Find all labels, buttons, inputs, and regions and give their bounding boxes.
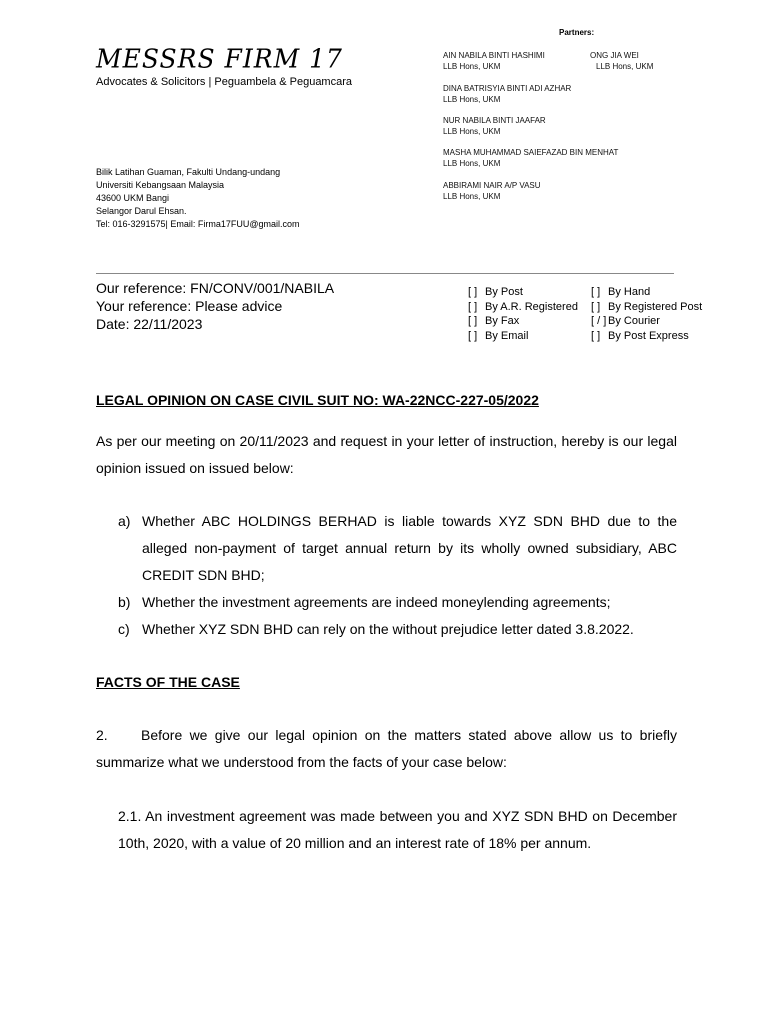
delivery-options-right [591,285,706,343]
delivery-option-post-express [591,329,706,344]
list-marker: c) [118,621,130,637]
partner-3 [443,83,571,105]
delivery-label: By Hand [608,286,651,298]
our-reference: Our reference: FN/CONV/001/NABILA [96,280,335,296]
partner-name: AIN NABILA BINTI HASHIMI [443,51,545,60]
intro-paragraph: As per our meeting on 20/11/2023 and request in your letter of instruction, hereby is our legal opinion issued on issued below: [96,433,677,476]
paragraph-2 [96,722,677,776]
list-item [118,589,677,616]
partner-2 [590,50,653,72]
letter-date: Date: 22/11/2023 [96,316,203,332]
delivery-option-fax [468,314,578,329]
partner-name: ABBIRAMI NAIR A/P VASU [443,181,541,190]
partner-qualification: LLB Hons, UKM [443,62,501,71]
delivery-options-left [468,285,578,343]
opinion-title: LEGAL OPINION ON CASE CIVIL SUIT NO: WA-22NCC-227-05/2022 [96,392,539,408]
delivery-option-post [468,285,578,300]
your-reference: Your reference: Please advice [96,298,283,314]
partner-qualification: LLB Hons, UKM [443,159,501,168]
partner-4 [443,115,546,137]
address-line: 43600 UKM Bangi [96,193,170,203]
address-line: Selangor Darul Ehsan. [96,206,187,216]
firm-logo: MESSRS FIRM 17 [96,43,343,74]
list-text: Whether XYZ SDN BHD can rely on the without prejudice letter dated 3.8.2022. [142,621,634,637]
issues-list [118,508,677,643]
checkbox-bracket: [ ] [591,300,601,313]
delivery-label: By Registered Post [608,300,703,313]
firm-tagline: Advocates & Solicitors | Peguambela & Peguamcara [96,76,352,88]
delivery-label: By Post Express [608,329,689,342]
delivery-option-courier [591,314,706,329]
delivery-option-hand [591,285,706,300]
paragraph-2-1: 2.1. An investment agreement was made between you and XYZ SDN BHD on December 10th, 2020, with a value of 20 million and an interest rate of 18% per annum. [118,808,677,851]
delivery-label: By A.R. Registered [485,300,578,313]
checkbox-bracket: [ ] [468,286,478,298]
partner-qualification: LLB Hons, UKM [443,192,501,201]
partner-name: DINA BATRISYIA BINTI ADI AZHAR [443,84,572,93]
checkbox-bracket: [ ] [468,329,478,342]
header-divider [96,273,674,274]
reference-block [96,279,334,333]
address-line: Universiti Kebangsaan Malaysia [96,180,225,190]
list-item [118,508,677,589]
delivery-label: By Post [485,286,523,298]
firm-address [96,166,300,231]
partner-qualification: LLB Hons, UKM [443,127,501,136]
list-text: Whether the investment agreements are indeed moneylending agreements; [142,594,611,610]
partners-label: Partners: [559,28,595,37]
partner-5 [443,147,618,169]
list-marker: a) [118,513,131,529]
delivery-label: By Email [485,329,529,342]
paragraph-number: 2. [96,727,108,743]
partner-6 [443,180,541,202]
checkbox-bracket: [ / ] [591,315,607,327]
partner-name: NUR NABILA BINTI JAAFAR [443,116,546,125]
list-marker: b) [118,594,131,610]
address-line: Bilik Latihan Guaman, Fakulti Undang-undang [96,167,281,177]
delivery-option-registered-post [591,300,706,315]
list-item [118,616,677,643]
partner-name: MASHA MUHAMMAD SAIEFAZAD BIN MENHAT [443,148,619,157]
partner-1 [443,50,545,72]
delivery-label: By Courier [608,315,660,327]
contact-line: Tel: 016-3291575| Email: Firma17FUU@gmail.com [96,219,300,229]
partner-qualification: LLB Hons, UKM [443,95,501,104]
facts-heading: FACTS OF THE CASE [96,674,240,690]
delivery-option-email [468,329,578,344]
partner-name: ONG JIA WEI [590,51,639,60]
delivery-option-ar-registered [468,300,578,315]
checkbox-bracket: [ ] [591,329,601,342]
list-text: Whether ABC HOLDINGS BERHAD is liable towards XYZ SDN BHD due to the alleged non-payment of target annual return by its wholly owned subsidiary, ABC CREDIT SDN BHD; [142,513,677,583]
checkbox-bracket: [ ] [468,300,478,313]
checkbox-bracket: [ ] [468,315,478,327]
delivery-label: By Fax [485,315,520,327]
checkbox-bracket: [ ] [591,286,601,298]
partner-qualification: LLB Hons, UKM [596,62,654,71]
paragraph-text: Before we give our legal opinion on the matters stated above allow us to briefly summarize what we understood from the facts of your case below: [96,727,677,770]
